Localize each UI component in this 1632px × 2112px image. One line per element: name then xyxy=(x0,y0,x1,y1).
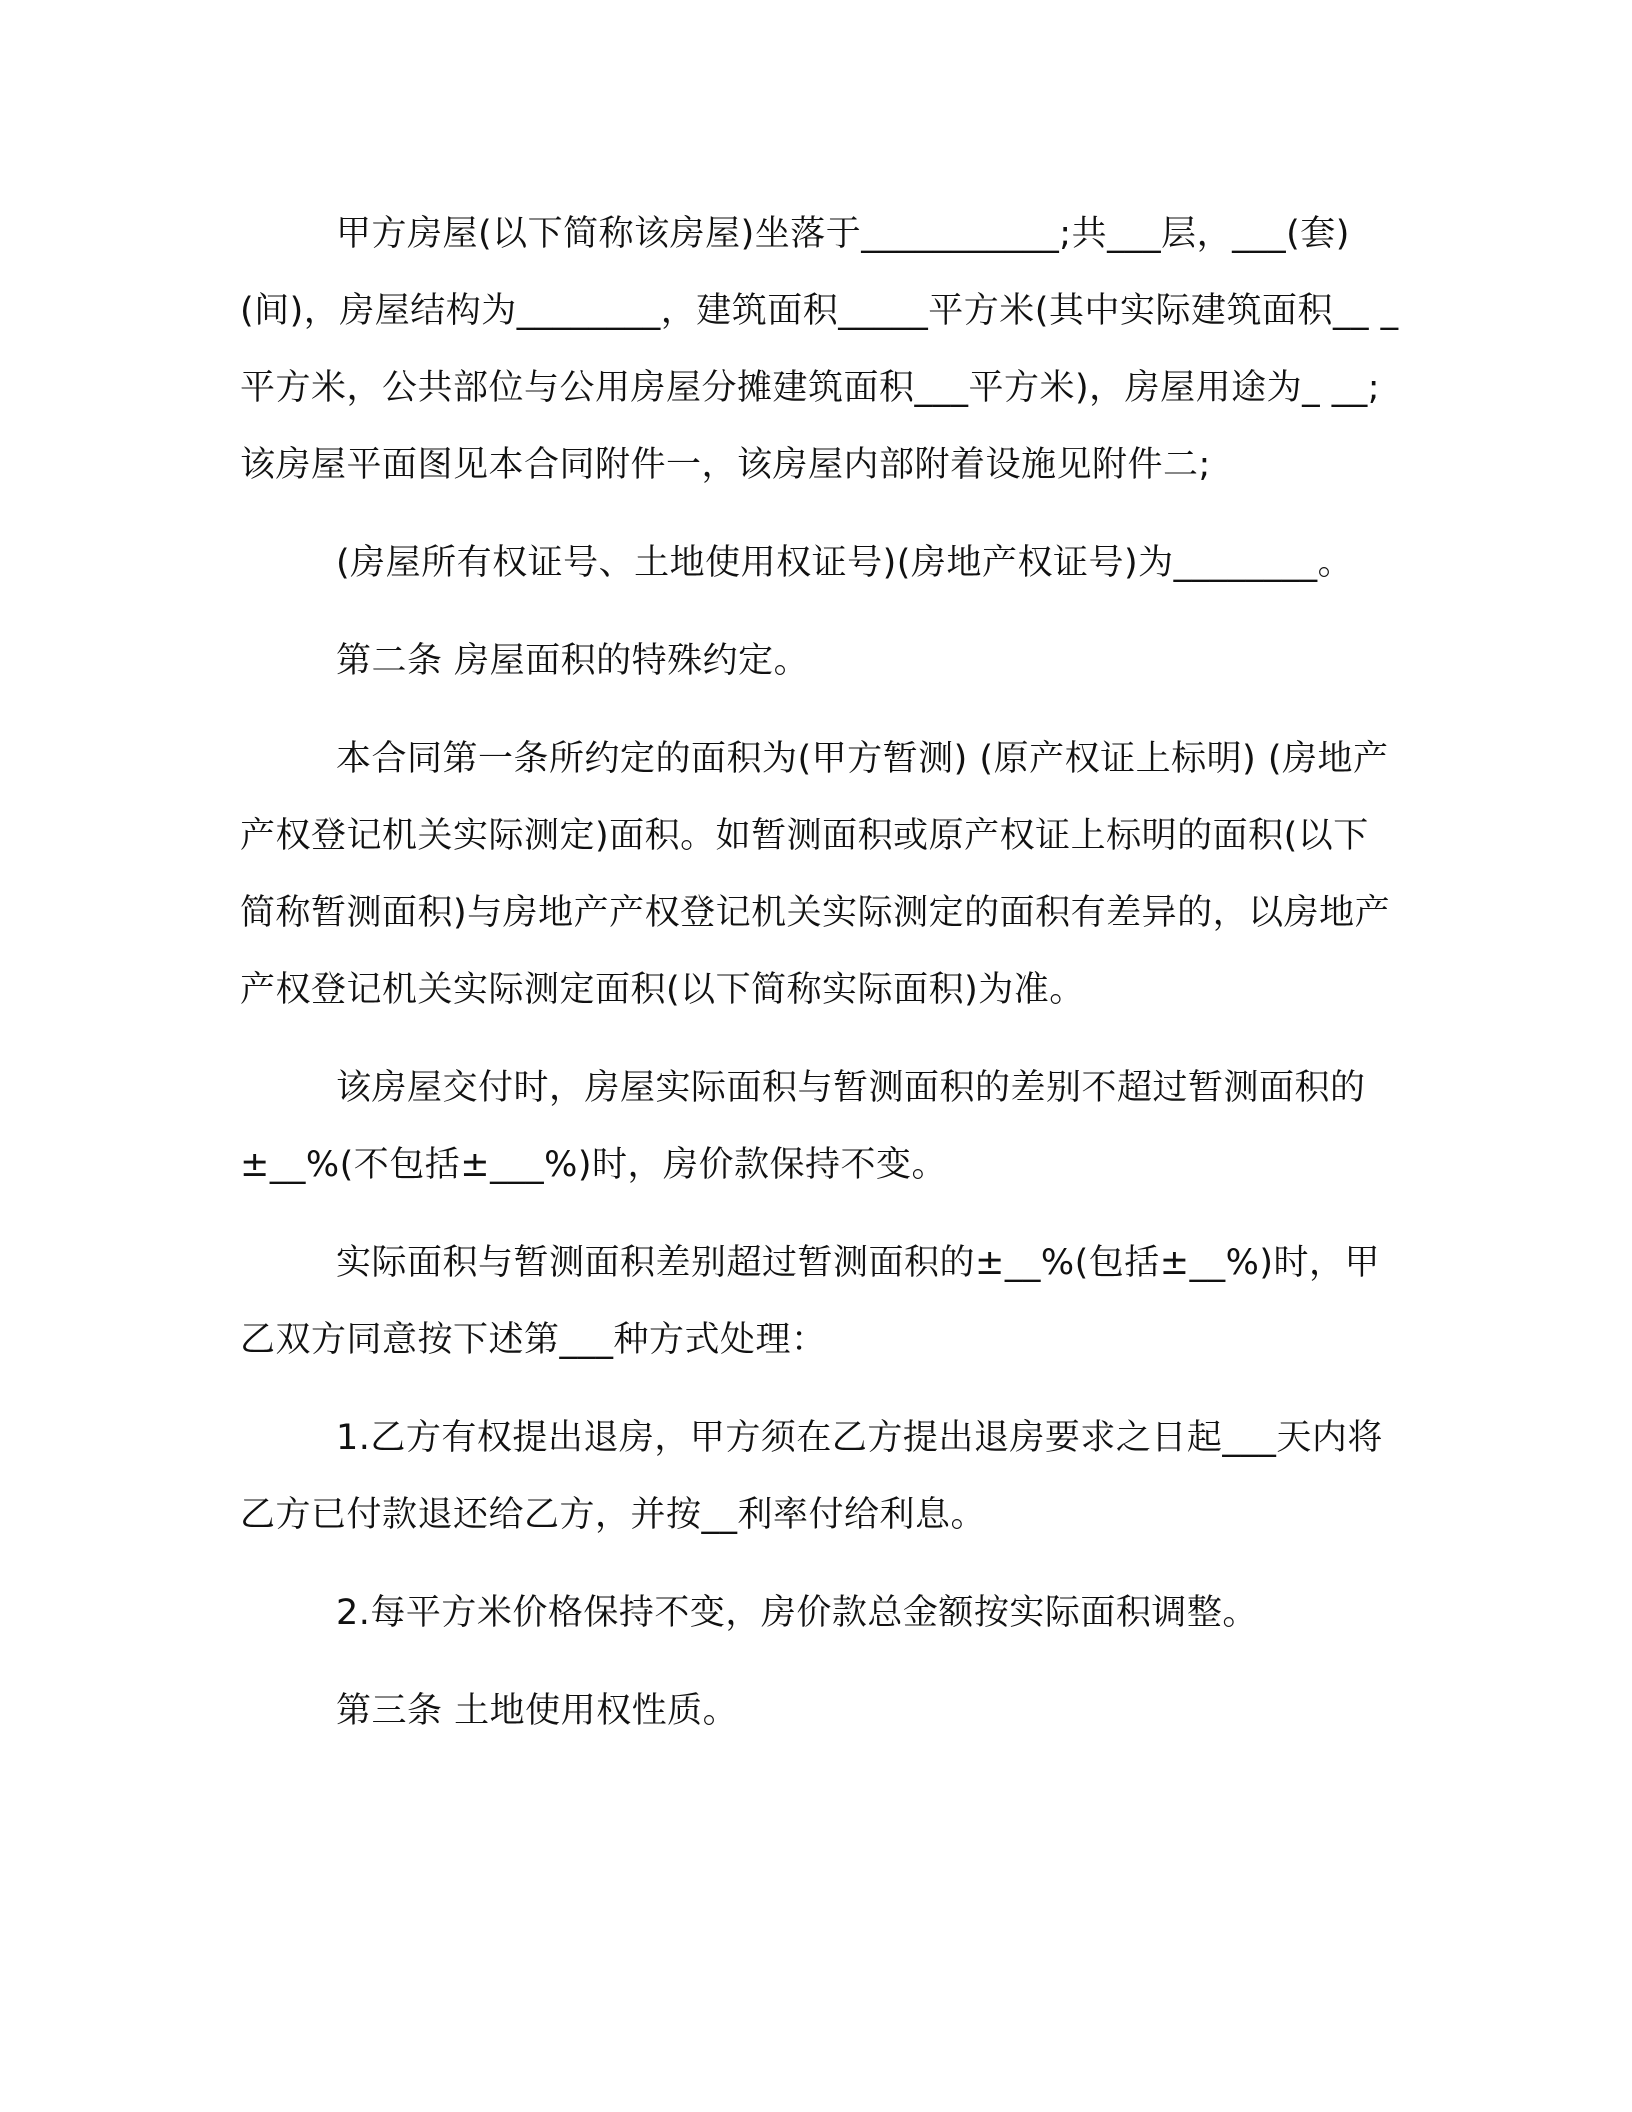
paragraph-area-excess: 实际面积与暂测面积差别超过暂测面积的±__%(包括±__%)时，甲乙双方同意按下述第___种方式处理： xyxy=(240,1243,1380,1360)
paragraph-area-definition: 本合同第一条所约定的面积为(甲方暂测) (原产权证上标明) (房地产产权登记机关实际测定)面积。如暂测面积或原产权证上标明的面积(以下简称暂测面积)与房地产产权登记机关实际测定的面积有差异的，以房地产产权登记机关实际测定面积(以下简称实际面积)为准。 xyxy=(240,739,1391,1010)
paragraph-area-tolerance: 该房屋交付时，房屋实际面积与暂测面积的差别不超过暂测面积的±__%(不包括±___%)时，房价款保持不变。 xyxy=(240,1068,1366,1185)
paragraph-option-2: 2.每平方米价格保持不变，房价款总金额按实际面积调整。 xyxy=(336,1593,1258,1633)
paragraph-option-1: 1.乙方有权提出退房，甲方须在乙方提出退房要求之日起___天内将乙方已付款退还给乙方，并按__利率付给利息。 xyxy=(240,1418,1383,1535)
document-body xyxy=(240,196,1400,1771)
heading-article-2: 第二条 房屋面积的特殊约定。 xyxy=(336,641,810,681)
heading-article-3: 第三条 土地使用权性质。 xyxy=(336,1691,739,1731)
paragraph-property-location: 甲方房屋(以下简称该房屋)坐落于___________;共___层，___(套)(间)，房屋结构为________，建筑面积_____平方米(其中实际建筑面积__ _平方米，公共部位与公用房屋分摊建筑面积___平方米)，房屋用途为_ __;该房屋平面图见本合同附件一，该房屋内部附着设施见附件二; xyxy=(240,214,1399,485)
paragraph-certificate-number: (房屋所有权证号、土地使用权证号)(房地产权证号)为________。 xyxy=(336,543,1354,583)
